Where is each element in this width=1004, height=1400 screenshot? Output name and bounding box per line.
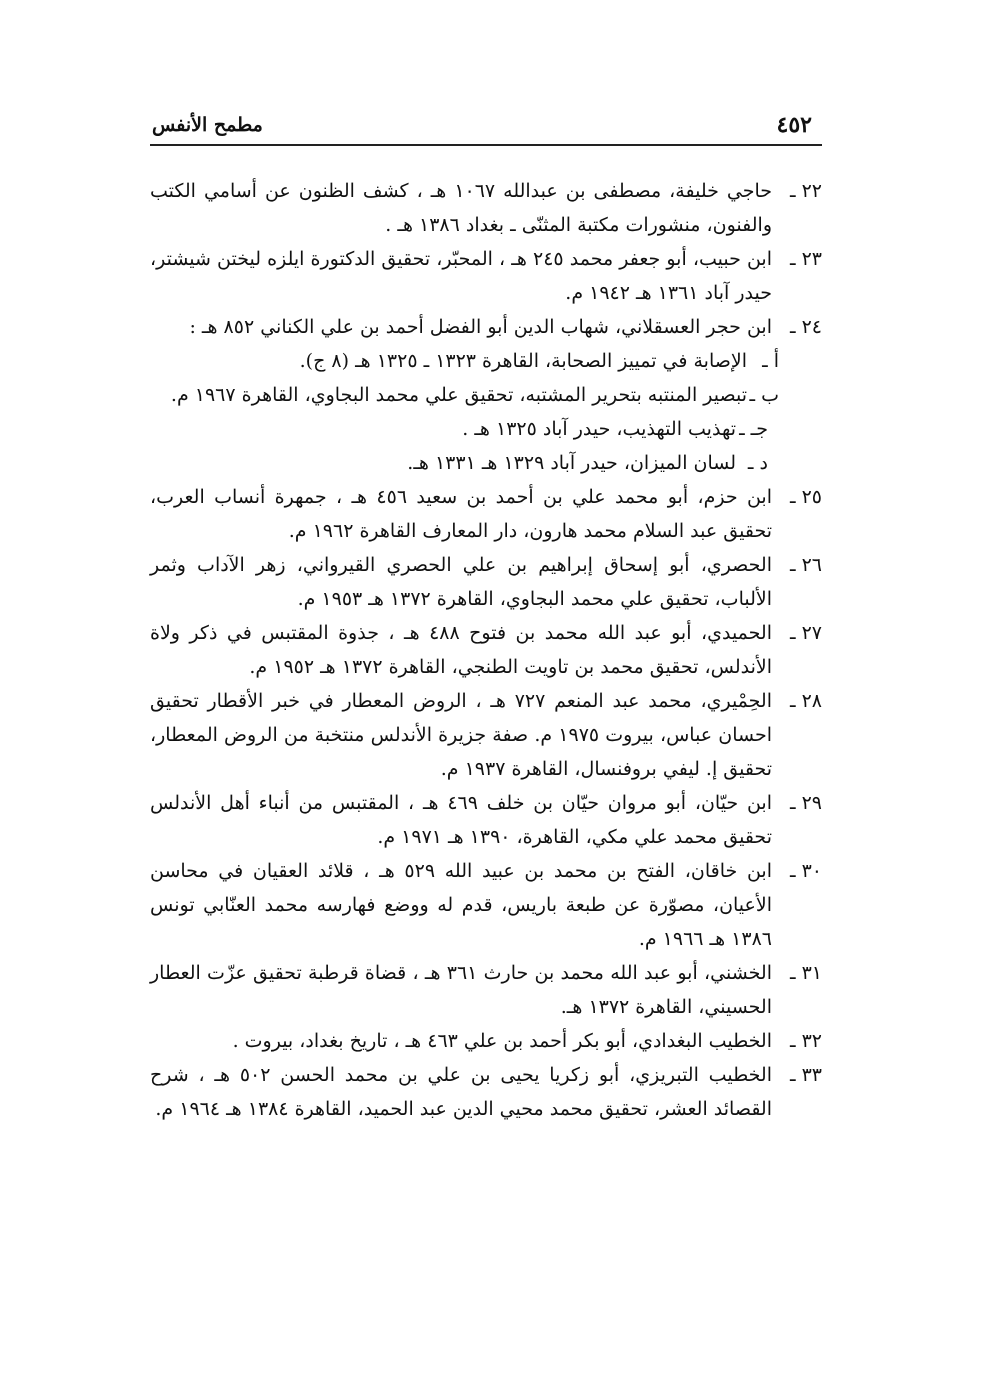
bibliography-entry-22 [150,174,822,242]
entry-number: ٢٢ ـ [789,180,822,202]
entry-text: الخطيب التبريزي، أبو زكريا يحيى بن علي بن محمد الحسن ٥٠٢ هـ ، شرح القصائد العشر، تحقيق محمد محيي الدين عبد الحميد، القاهرة ١٣٨٤ هـ ١٩٦٤ م. [150,1064,772,1120]
sub-letter: ب ـ [749,384,779,406]
bibliography-entry-27 [150,616,822,684]
entry-number: ٣١ ـ [789,962,822,984]
entry-24-sub-d [150,446,822,480]
bibliography-entry-24 [150,310,822,344]
entry-text: الخشني، أبو عبد الله محمد بن حارث ٣٦١ هـ ، قضاة قرطبة تحقيق عزّت العطار الحسيني، القاهرة ١٣٧٢ هـ. [150,962,772,1018]
entry-text: ابن خاقان، الفتح بن محمد بن عبيد الله ٥٢٩ هـ ، قلائد العقيان في محاسن الأعيان، مصوّرة عن طبعة باريس، قدم له ووضع فهارسه محمد العنّابي تونس ١٣٨٦ هـ ١٩٦٦ م. [150,860,772,950]
bibliography-entry-33 [150,1058,822,1126]
bibliography-entry-28 [150,684,822,786]
sub-text: تهذيب التهذيب، حيدر آباد ١٣٢٥ هـ . [462,418,736,440]
sub-letter: د ـ [747,452,768,474]
entry-number: ٢٨ ـ [789,690,822,712]
entry-text: الخطيب البغدادي، أبو بكر أحمد بن علي ٤٦٣ هـ ، تاريخ بغداد، بيروت . [232,1030,772,1052]
entry-text: ابن حبيب، أبو جعفر محمد ٢٤٥ هـ ، المحبّر، تحقيق الدكتورة ايلزه ليختن شيشتر، حيدر آباد ١٣٦١ هـ ١٩٤٢ م. [150,248,772,304]
sub-text: تبصير المنتبه بتحرير المشتبه، تحقيق علي محمد البجاوي، القاهرة ١٩٦٧ م. [170,384,747,406]
entry-text: ابن حزم، أبو محمد علي بن أحمد بن سعيد ٤٥٦ هـ ، جمهرة أنساب العرب، تحقيق عبد السلام محمد هارون، دار المعارف القاهرة ١٩٦٢ م. [150,486,772,542]
bibliography-entry-29 [150,786,822,854]
entry-text: حاجي خليفة، مصطفى بن عبدالله ١٠٦٧ هـ ، كشف الظنون عن أسامي الكتب والفنون، منشورات مكتبة المثنّى ـ بغداد ١٣٨٦ هـ . [150,180,772,236]
entry-text: الحِمْيري، محمد عبد المنعم ٧٢٧ هـ ، الروض المعطار في خبر الأقطار تحقيق احسان عباس، بيروت ١٩٧٥ م. صفة جزيرة الأندلس منتخبة من الروض المعطار، تحقيق إ. ليفي بروفنسال، القاهرة ١٩٣٧ م. [150,690,772,780]
entry-number: ٣٠ ـ [789,860,822,882]
entry-number: ٣٢ ـ [789,1030,822,1052]
entry-number: ٢٩ ـ [789,792,822,814]
entry-24-sub-a [150,344,822,378]
entry-number: ٢٣ ـ [789,248,822,270]
sub-text: الإصابة في تمييز الصحابة، القاهرة ١٣٢٣ ـ ١٣٢٥ هـ (٨ ج). [299,350,747,372]
entry-24-sub-b [150,378,822,412]
entry-number: ٢٧ ـ [789,622,822,644]
sub-letter: جـ ـ [739,418,768,440]
bibliography-entry-23 [150,242,822,310]
entry-text: ابن حجر العسقلاني، شهاب الدين أبو الفضل أحمد بن علي الكناني ٨٥٢ هـ : [189,316,772,338]
entry-number: ٣٣ ـ [789,1064,822,1086]
entry-24-sub-c [150,412,822,446]
entry-text: الحميدي، أبو عبد الله محمد بن فتوح ٤٨٨ هـ ، جذوة المقتبس في ذكر ولاة الأندلس، تحقيق محمد بن تاويت الطنجي، القاهرة ١٣٧٢ هـ ١٩٥٢ م. [150,622,772,678]
entry-number: ٢٦ ـ [789,554,822,576]
running-title: مطمح الأنفس [152,114,263,136]
bibliography-entry-32 [150,1024,822,1058]
sub-text: لسان الميزان، حيدر آباد ١٣٢٩ هـ ١٣٣١ هـ. [407,452,736,474]
sub-letter: أ ـ [762,350,779,372]
page-number: ٤٥٢ [776,112,812,138]
bibliography-entry-25 [150,480,822,548]
bibliography-entry-30 [150,854,822,956]
bibliography-entry-26 [150,548,822,616]
entry-text: ابن حيّان، أبو مروان حيّان بن خلف ٤٦٩ هـ ، المقتبس من أنباء أهل الأندلس تحقيق محمد علي مكي، القاهرة، ١٣٩٠ هـ ١٩٧١ م. [150,792,772,848]
bibliography-entry-31 [150,956,822,1024]
page-header [150,110,820,142]
entry-number: ٢٤ ـ [789,316,822,338]
bibliography-list [150,174,822,1126]
entry-number: ٢٥ ـ [789,486,822,508]
entry-text: الحصري، أبو إسحاق إبراهيم بن علي الحصري القيرواني، زهر الآداب وثمر الألباب، تحقيق علي محمد البجاوي، القاهرة ١٣٧٢ هـ ١٩٥٣ م. [150,554,772,610]
header-rule [150,144,822,146]
